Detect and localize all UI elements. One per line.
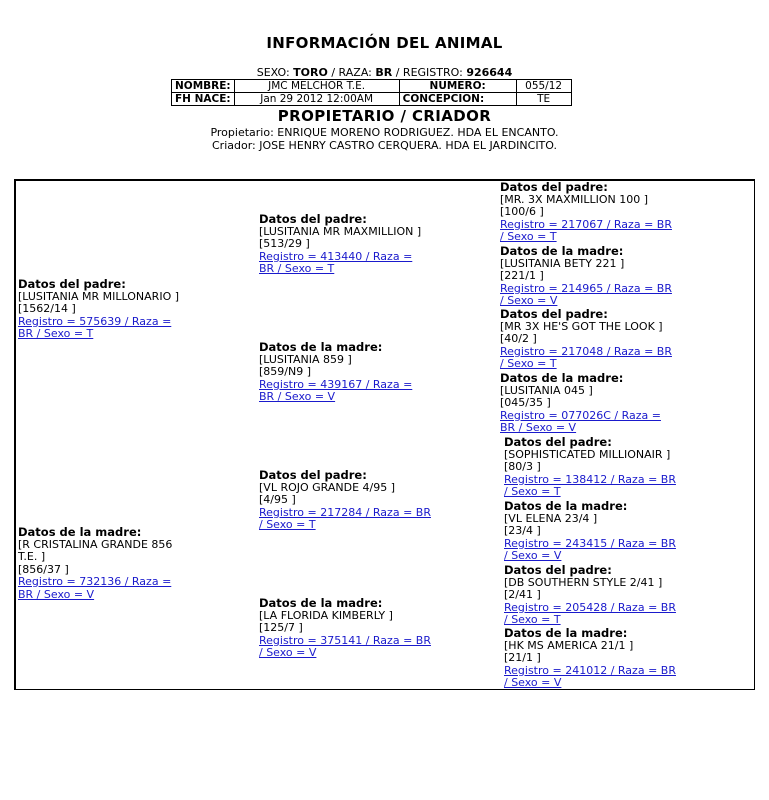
pedigree-sd-dam	[500, 372, 750, 435]
node-heading: Datos de la madre:	[18, 525, 142, 539]
node-number: [40/2 ]	[500, 332, 537, 345]
registro-link[interactable]: Registro = 375141 / Raza = BR / Sexo = V	[259, 633, 431, 659]
node-heading: Datos de la madre:	[500, 371, 624, 385]
fh-nace-value: Jan 29 2012 12:00AM	[234, 93, 399, 106]
registro-link[interactable]: Registro = 413440 / Raza = BR / Sexo = T	[259, 249, 413, 275]
registro-link[interactable]: Registro = 217067 / Raza = BR / Sexo = T	[500, 217, 672, 243]
node-name: [LUSITANIA 859 ]	[259, 352, 352, 366]
pedigree-tree	[14, 179, 755, 690]
pedigree-sire-dam	[259, 341, 505, 404]
nombre-label: NOMBRE:	[172, 80, 235, 93]
node-name-continued: T.E. ]	[18, 550, 46, 563]
node-number: [859/N9 ]	[259, 365, 312, 378]
animal-summary	[0, 66, 769, 79]
owner-section-title: PROPIETARIO / CRIADOR	[277, 107, 492, 125]
node-number: [100/6 ]	[500, 205, 544, 218]
raza-value: BR	[375, 66, 393, 79]
sexo-value: TORO	[293, 66, 328, 79]
node-number: [1562/14 ]	[18, 302, 76, 315]
sexo-label: SEXO:	[256, 66, 290, 79]
registro-label: / REGISTRO:	[395, 66, 463, 79]
node-heading: Datos de la madre:	[500, 244, 624, 258]
node-name: [MR 3X HE'S GOT THE LOOK ]	[500, 319, 663, 333]
pedigree-dam-sire	[259, 469, 505, 532]
node-name: [HK MS AMERICA 21/1 ]	[504, 638, 634, 652]
registro-link[interactable]: Registro = 077026C / Raza = BR / Sexo = V	[500, 408, 661, 434]
registro-link[interactable]: Registro = 732136 / Raza = BR / Sexo = V	[18, 575, 172, 601]
propietario-text: Propietario: ENRIQUE MORENO RODRIGUEZ. HDA EL ENCANTO.	[210, 126, 559, 139]
registro-link[interactable]: Registro = 217048 / Raza = BR / Sexo = T	[500, 344, 672, 370]
node-name: [LUSITANIA BETY 221 ]	[500, 256, 625, 270]
node-heading: Datos del padre:	[259, 468, 367, 482]
registro-link[interactable]: Registro = 214965 / Raza = BR / Sexo = V	[500, 281, 672, 307]
node-number: [23/4 ]	[504, 524, 541, 537]
registro-link[interactable]: Registro = 241012 / Raza = BR / Sexo = V	[504, 663, 676, 689]
node-heading: Datos de la madre:	[259, 596, 383, 610]
registro-link[interactable]: Registro = 138412 / Raza = BR / Sexo = T	[504, 472, 676, 498]
pedigree-dd-dam	[504, 627, 754, 690]
node-name: [DB SOUTHERN STYLE 2/41 ]	[504, 575, 663, 589]
node-number: [80/3 ]	[504, 460, 541, 473]
node-heading: Datos de la madre:	[504, 626, 628, 640]
pedigree-sire	[18, 278, 254, 341]
node-number: [21/1 ]	[504, 651, 541, 664]
node-heading: Datos del padre:	[504, 435, 612, 449]
node-name: [LUSITANIA 045 ]	[500, 383, 593, 397]
pedigree-ds-dam	[504, 500, 754, 563]
registro-link[interactable]: Registro = 439167 / Raza = BR / Sexo = V	[259, 377, 413, 403]
criador-text: Criador: JOSE HENRY CASTRO CERQUERA. HDA EL JARDINCITO.	[211, 139, 557, 152]
node-name: [LA FLORIDA KIMBERLY ]	[259, 608, 393, 622]
node-name: [R CRISTALINA GRANDE 856	[18, 537, 173, 551]
node-heading: Datos de la madre:	[504, 499, 628, 513]
node-number: [125/7 ]	[259, 621, 303, 634]
pedigree-dam-dam	[259, 597, 505, 660]
nombre-value: JMC MELCHOR T.E.	[234, 80, 399, 93]
node-number: [513/29 ]	[259, 237, 310, 250]
pedigree-ds-sire	[504, 436, 754, 499]
pedigree-sd-sire	[500, 308, 750, 371]
node-name: [LUSITANIA MR MILLONARIO ]	[18, 289, 180, 303]
node-name: [MR. 3X MAXMILLION 100 ]	[500, 192, 649, 206]
node-heading: Datos del padre:	[18, 277, 126, 291]
node-name: [VL ELENA 23/4 ]	[504, 511, 598, 525]
pedigree-ss-sire	[500, 181, 750, 244]
registro-link[interactable]: Registro = 243415 / Raza = BR / Sexo = V	[504, 536, 676, 562]
registro-link[interactable]: Registro = 205428 / Raza = BR / Sexo = T	[504, 600, 676, 626]
registro-link[interactable]: Registro = 575639 / Raza = BR / Sexo = T	[18, 314, 172, 340]
node-number: [2/41 ]	[504, 588, 541, 601]
pedigree-sire-sire	[259, 213, 505, 276]
numero-label: NUMERO:	[399, 80, 516, 93]
fh-nace-label: FH NACE:	[172, 93, 235, 106]
node-name: [SOPHISTICATED MILLIONAIR ]	[504, 447, 671, 461]
node-heading: Datos del padre:	[259, 212, 367, 226]
node-number: [045/35 ]	[500, 396, 551, 409]
node-number: [4/95 ]	[259, 493, 296, 506]
node-number: [856/37 ]	[18, 562, 69, 576]
animal-info-table	[171, 79, 572, 106]
concepcion-label: CONCEPCION:	[399, 93, 516, 106]
node-heading: Datos del padre:	[500, 180, 608, 194]
pedigree-dd-sire	[504, 564, 754, 627]
pedigree-dam	[18, 526, 254, 601]
node-name: [LUSITANIA MR MAXMILLION ]	[259, 224, 422, 238]
node-number: [221/1 ]	[500, 269, 544, 282]
pedigree-ss-dam	[500, 245, 750, 308]
node-heading: Datos del padre:	[500, 307, 608, 321]
node-heading: Datos de la madre:	[259, 340, 383, 354]
node-name: [VL ROJO GRANDE 4/95 ]	[259, 480, 396, 494]
registro-link[interactable]: Registro = 217284 / Raza = BR / Sexo = T	[259, 505, 431, 531]
page-title: INFORMACIÓN DEL ANIMAL	[266, 34, 503, 52]
concepcion-value: TE	[516, 93, 571, 106]
registro-value: 926644	[466, 66, 513, 79]
raza-label: / RAZA:	[331, 66, 372, 79]
node-heading: Datos del padre:	[504, 563, 612, 577]
numero-value: 055/12	[516, 80, 571, 93]
